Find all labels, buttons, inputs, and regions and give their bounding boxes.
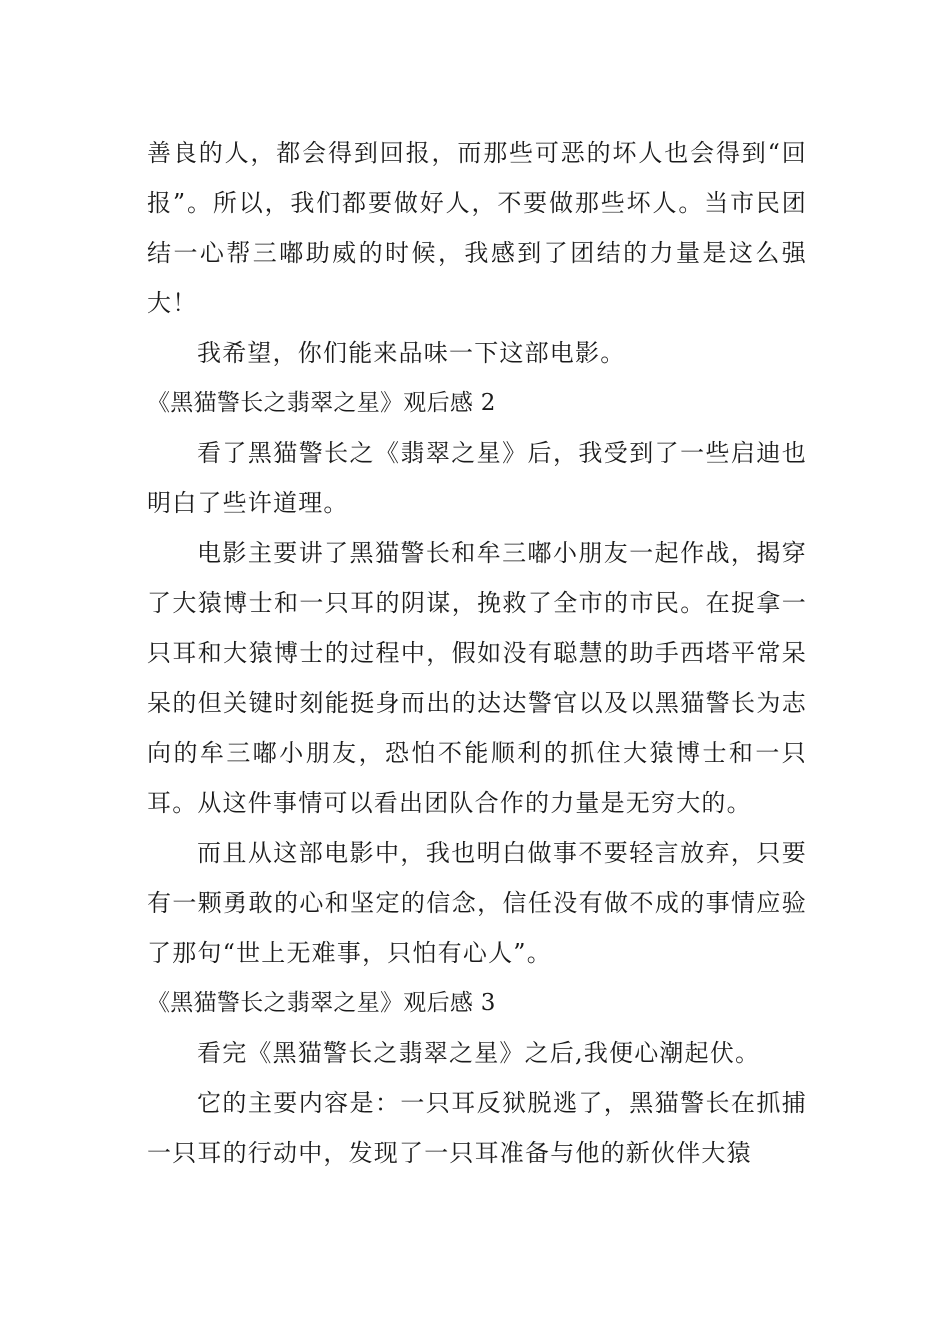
paragraph-lesson: 而且从这部电影中，我也明白做事不要轻言放弃，只要有一颗勇敢的心和坚定的信念，信任没有做不成的事情应验了那句“世上无难事，只怕有心人”。	[147, 839, 807, 967]
paragraph-main-content: 它的主要内容是：一只耳反狱脱逃了，黑猫警长在抓捕一只耳的行动中，发现了一只耳准备与他的新伙伴大猿	[147, 1089, 807, 1167]
paragraph-recommend: 我希望，你们能来品味一下这部电影。	[197, 339, 626, 367]
document-body	[147, 128, 807, 1178]
paragraph-reward: 善良的人，都会得到回报，而那些可恶的坏人也会得到“回报”。所以，我们都要做好人，不要做那些坏人。当市民团结一心帮三嘟助威的时候，我感到了团结的力量是这么强大！	[147, 139, 807, 317]
section-heading-3: 《黑猫警长之翡翠之星》观后感 3	[147, 990, 496, 1016]
section-heading-2: 《黑猫警长之翡翠之星》观后感 2	[147, 390, 496, 416]
paragraph-after-watching: 看完《黑猫警长之翡翠之星》之后,我便心潮起伏。	[197, 1039, 761, 1067]
paragraph-inspiration: 看了黑猫警长之《翡翠之星》后，我受到了一些启迪也明白了些许道理。	[147, 439, 807, 517]
paragraph-plot-summary: 电影主要讲了黑猫警长和牟三嘟小朋友一起作战，揭穿了大猿博士和一只耳的阴谋，挽救了全市的市民。在捉拿一只耳和大猿博士的过程中，假如没有聪慧的助手西塔平常呆呆的但关键时刻能挺身而出的达达警官以及以黑猫警长为志向的牟三嘟小朋友，恐怕不能顺利的抓住大猿博士和一只耳。从这件事情可以看出团队合作的力量是无穷大的。	[147, 539, 807, 817]
